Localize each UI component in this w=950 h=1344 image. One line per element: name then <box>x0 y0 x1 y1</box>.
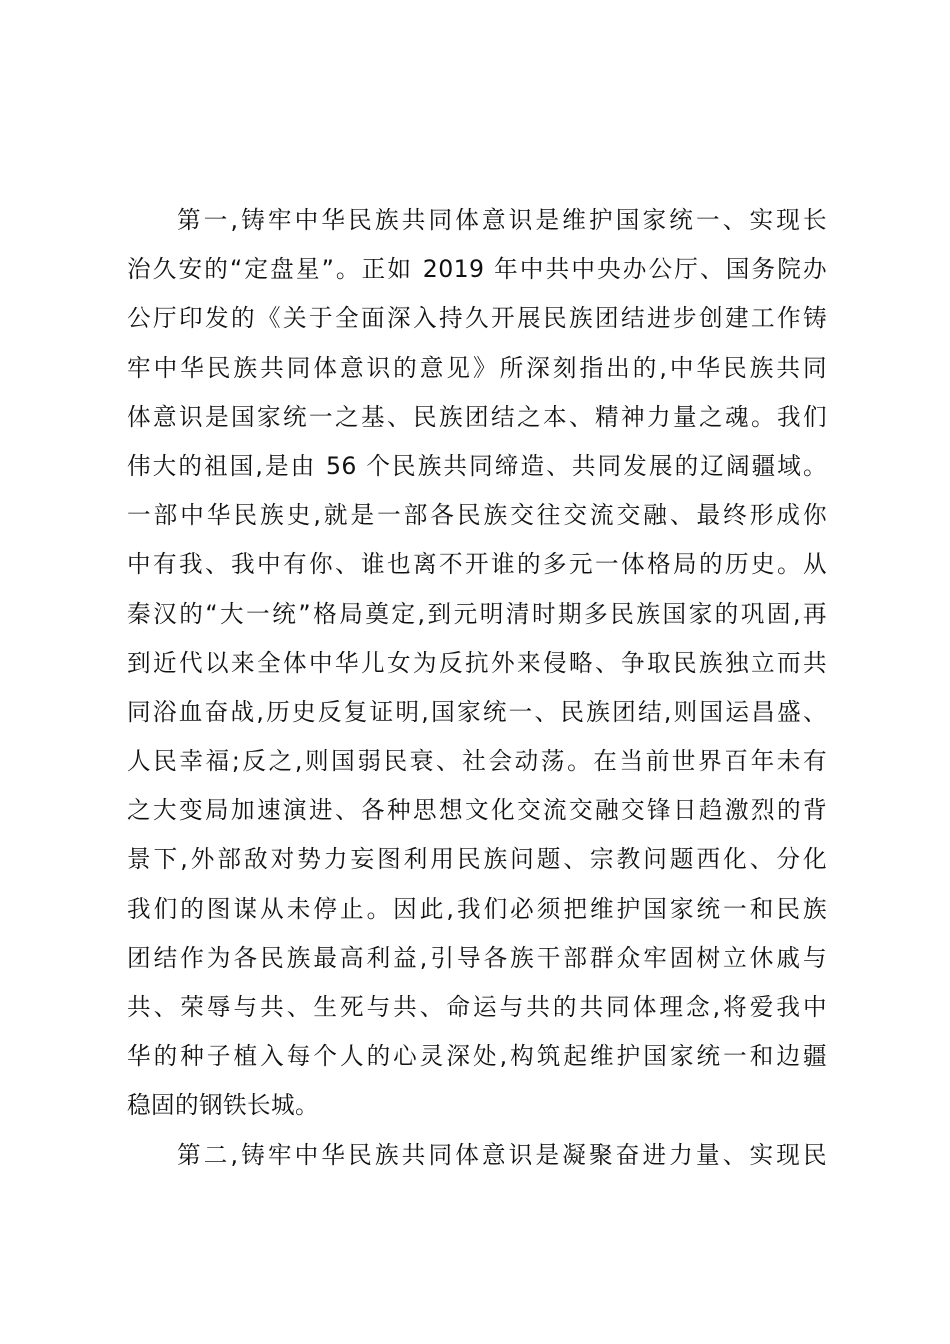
text-line: 体意识是国家统一之基、民族团结之本、精神力量之魂。我们 <box>127 402 827 431</box>
text-line: 华的种子植入每个人的心灵深处,构筑起维护国家统一和边疆 <box>127 1042 827 1071</box>
text-line: 牢中华民族共同体意识的意见》所深刻指出的,中华民族共同 <box>127 353 827 382</box>
text-line: 公厅印发的《关于全面深入持久开展民族团结进步创建工作铸 <box>127 304 827 333</box>
text-line: 一部中华民族史,就是一部各民族交往交流交融、最终形成你 <box>127 501 827 530</box>
text-line: 中有我、我中有你、谁也离不开谁的多元一体格局的历史。从 <box>127 550 827 579</box>
text-line: 稳固的钢铁长城。 <box>127 1091 319 1120</box>
text-line: 第二,铸牢中华民族共同体意识是凝聚奋进力量、实现民 <box>177 1140 827 1169</box>
text-line: 共、荣辱与共、生死与共、命运与共的共同体理念,将爱我中 <box>127 993 827 1021</box>
text-line: 景下,外部敌对势力妄图利用民族问题、宗教问题西化、分化 <box>127 845 827 874</box>
text-line: 到近代以来全体中华儿女为反抗外来侵略、争取民族独立而共 <box>127 648 827 677</box>
paragraph-2 <box>127 1131 827 1180</box>
text-line: 我们的图谋从未停止。因此,我们必须把维护国家统一和民族 <box>127 894 827 923</box>
text-line: 团结作为各民族最高利益,引导各族干部群众牢固树立休戚与 <box>127 943 827 972</box>
body-text <box>127 196 827 1180</box>
text-line: 秦汉的“大一统”格局奠定,到元明清时期多民族国家的巩固,再 <box>127 599 827 628</box>
text-line: 第一,铸牢中华民族共同体意识是维护国家统一、实现长 <box>177 206 827 234</box>
text-line: 伟大的祖国,是由 56 个民族共同缔造、共同发展的辽阔疆域。 <box>127 451 827 480</box>
text-line: 之大变局加速演进、各种思想文化交流交融交锋日趋激烈的背 <box>127 796 827 825</box>
text-line: 人民幸福;反之,则国弱民衰、社会动荡。在当前世界百年未有 <box>127 747 827 776</box>
text-line: 同浴血奋战,历史反复证明,国家统一、民族团结,则国运昌盛、 <box>127 697 827 726</box>
text-line: 治久安的“定盘星”。正如 2019 年中共中央办公厅、国务院办 <box>127 255 827 284</box>
paragraph-1 <box>127 196 827 1131</box>
